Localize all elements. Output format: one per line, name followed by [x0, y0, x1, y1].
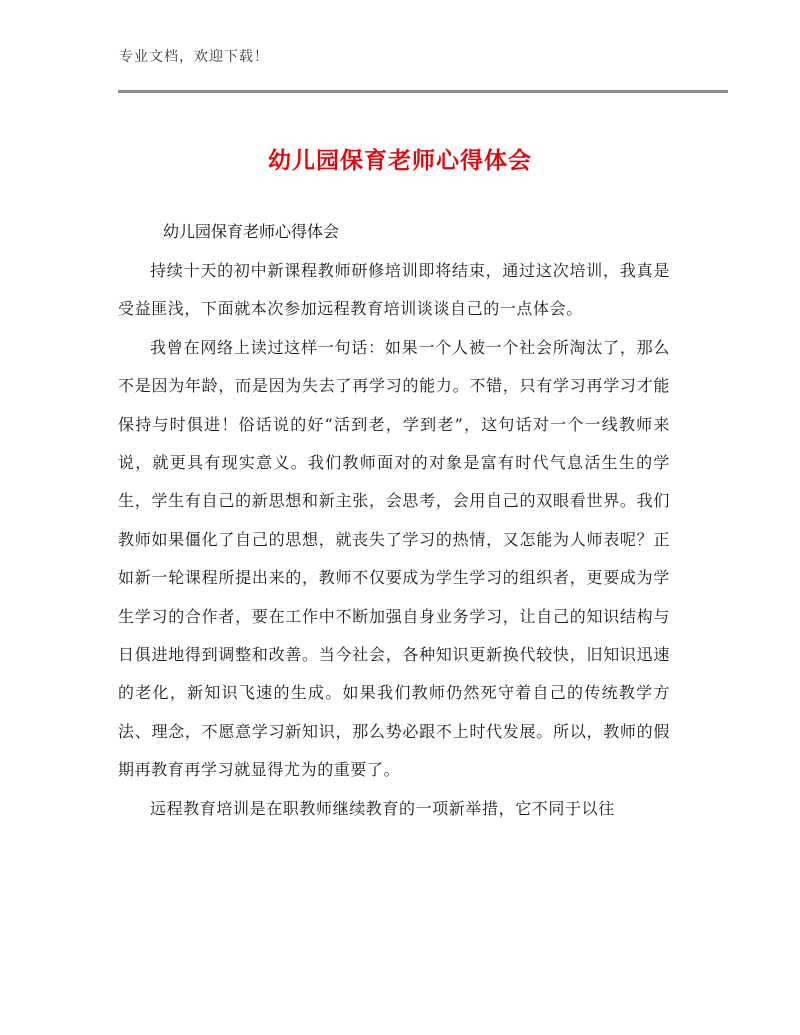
paragraph-main: 我曾在网络上读过这样一句话：如果一个人被一个社会所淘汰了，那么不是因为年龄，而是因为失去了再学习的能力。不错，只有学习再学习才能保持与时俱进！俗话说的好“活到老，学到老”，这句话对一个一线教师来说，就更具有现实意义。我们教师面对的对象是富有时代气息活生生的学生，学生有自己的新思想和新主张，会思考，会用自己的双眼看世界。我们教师如果僵化了自己的思想，就丧失了学习的热情，又怎能为人师表呢？正如新一轮课程所提出来的，教师不仅要成为学生学习的组织者，更要成为学生学习的合作者，要在工作中不断加强自身业务学习，让自己的知识结构与日俱进地得到调整和改善。当今社会，各种知识更新换代较快，旧知识迅速的老化，新知识飞速的生成。如果我们教师仍然死守着自己的传统教学方法、理念，不愿意学习新知识，那么势必跟不上时代发展。所以，教师的假期再教育再学习就显得尤为的重要了。: [118, 337, 670, 780]
document-subheading: 幼儿园保育老师心得体会: [163, 222, 340, 241]
document-body: [118, 252, 670, 828]
paragraph-continued: 远程教育培训是在职教师继续教育的一项新举措，它不同于以往: [150, 798, 615, 818]
header-divider: [118, 90, 728, 93]
paragraph-intro: 持续十天的初中新课程教师研修培训即将结束，通过这次培训，我真是受益匪浅，下面就本次参加远程教育培训谈谈自己的一点体会。: [118, 261, 670, 319]
document-title: 幼儿园保育老师心得体会: [268, 148, 532, 174]
header-note: 专业文档，欢迎下载！: [119, 49, 269, 65]
